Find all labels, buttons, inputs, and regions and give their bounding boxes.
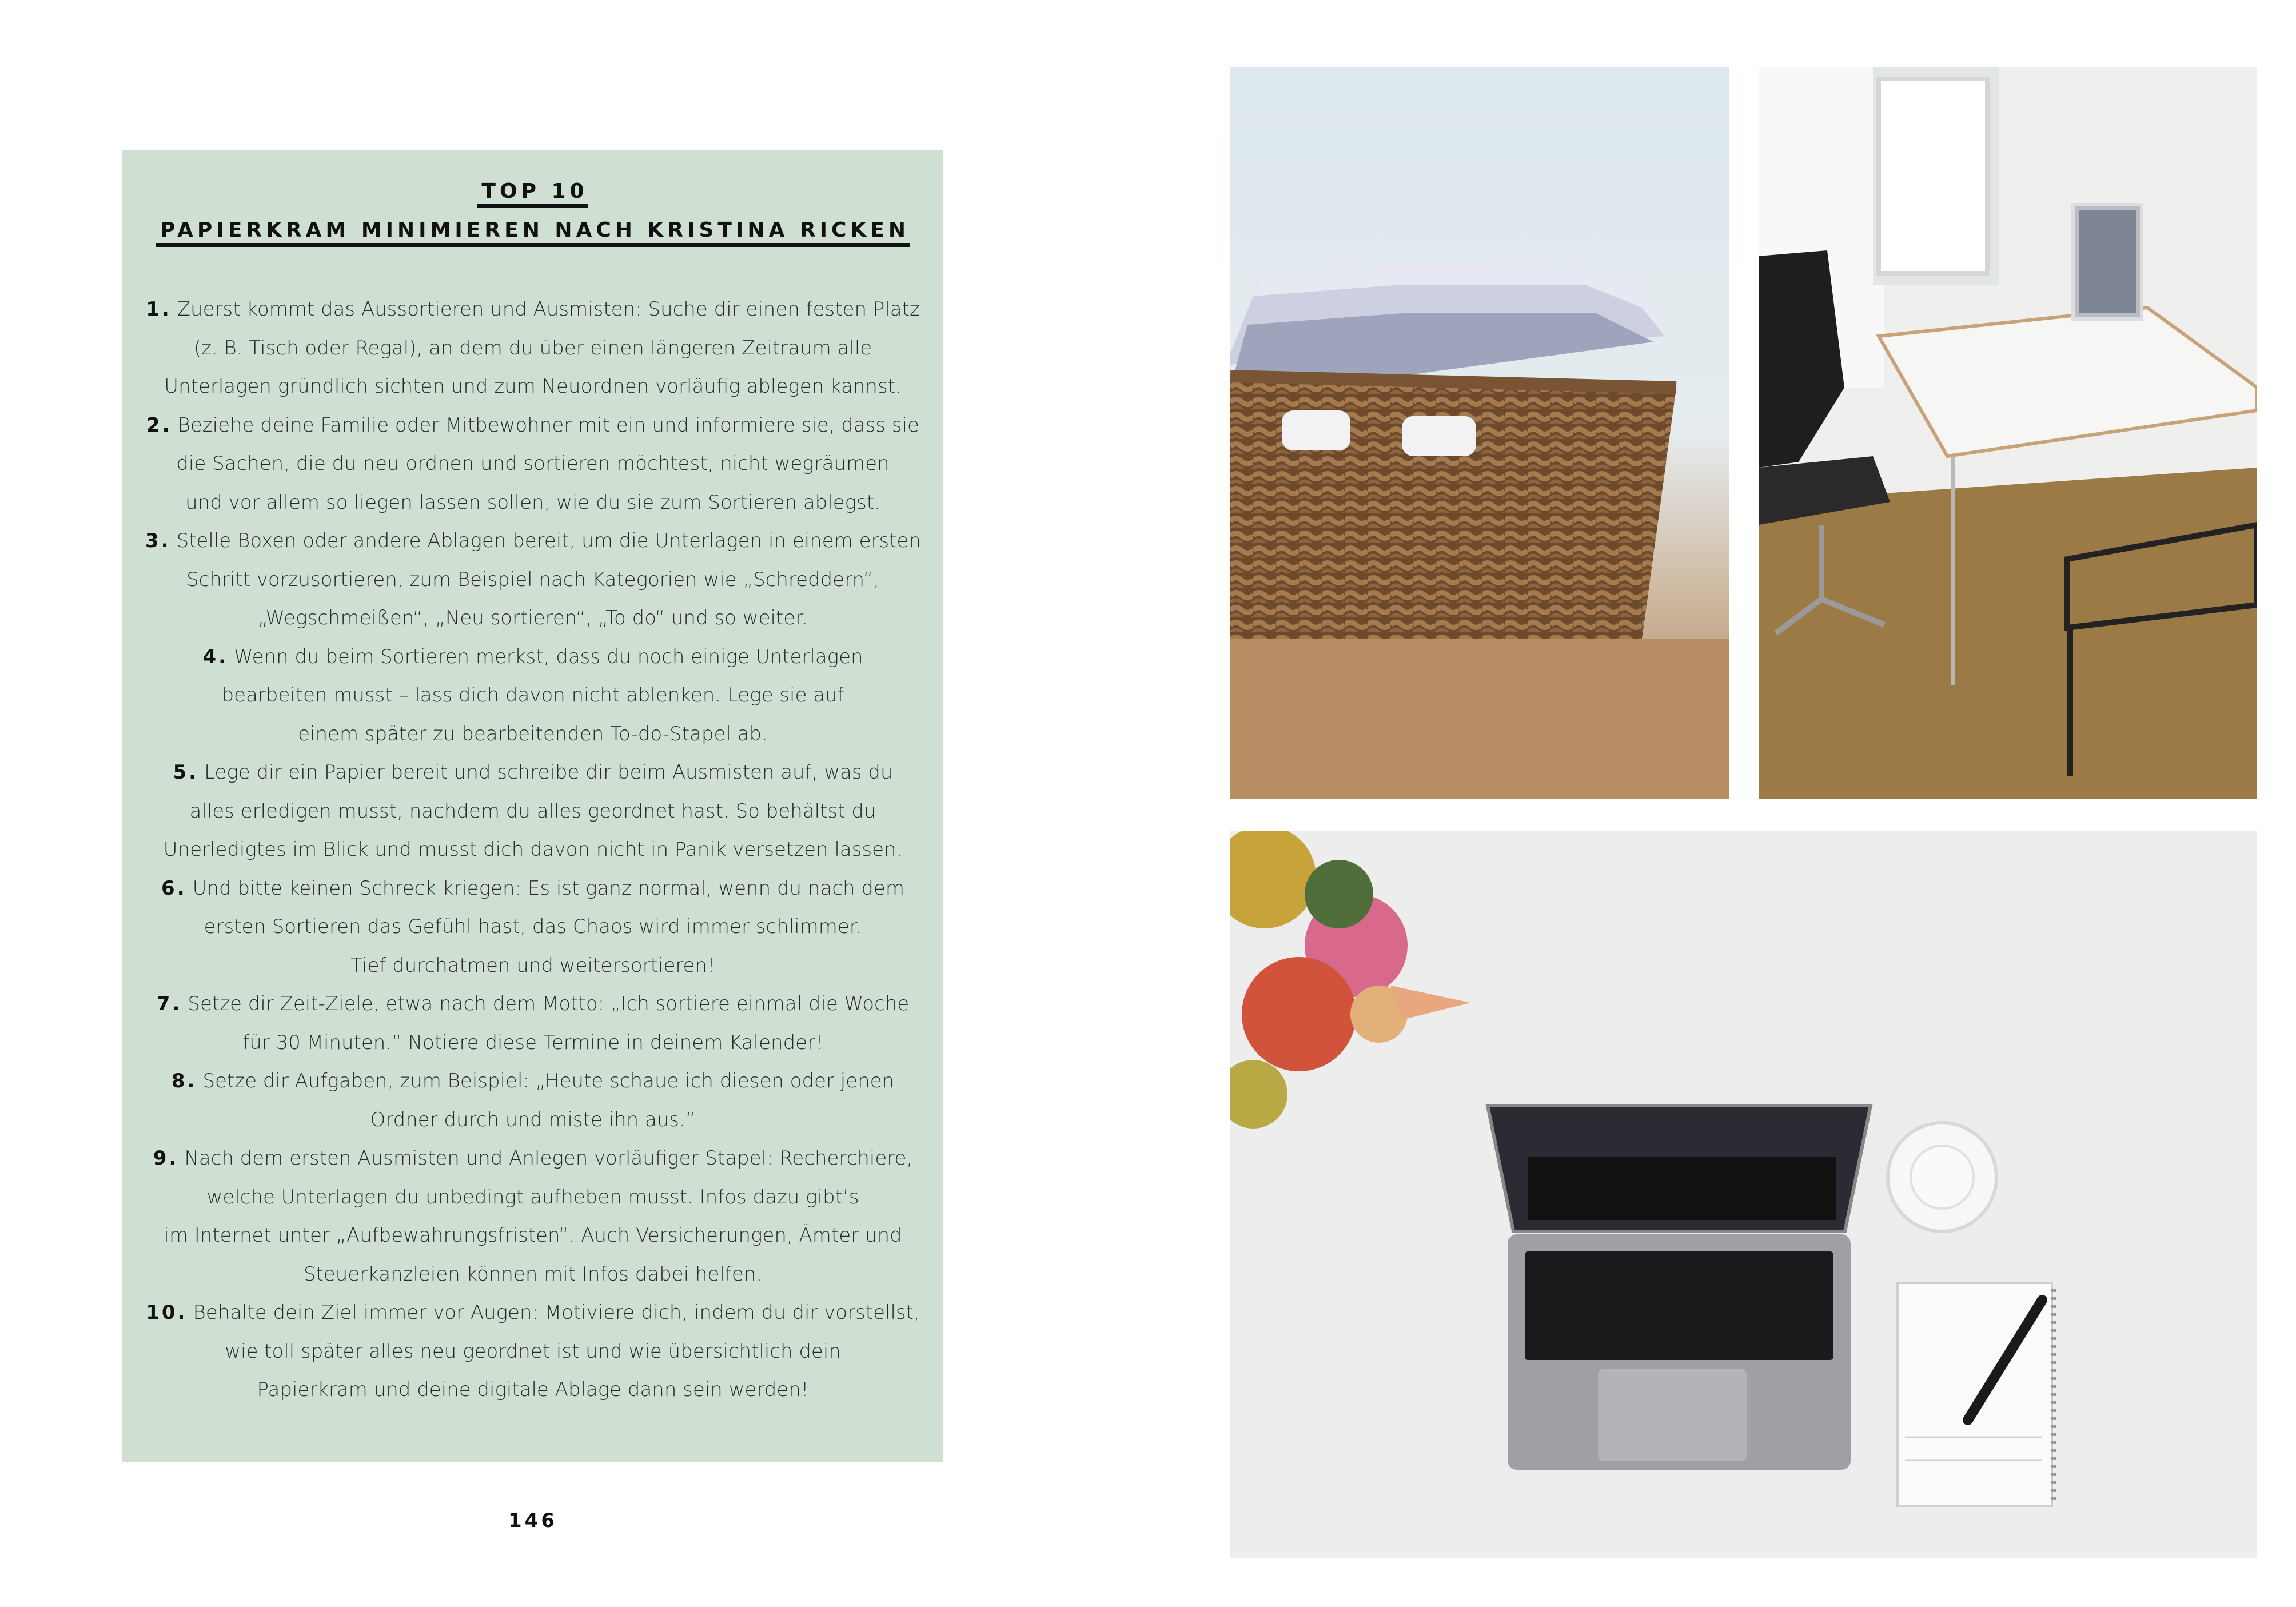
tip-panel xyxy=(122,150,943,1462)
tip-item xyxy=(145,638,920,754)
tip-line xyxy=(145,522,920,561)
tip-line xyxy=(145,792,920,831)
tip-line xyxy=(145,1101,920,1140)
tip-text: für 30 Minuten.“ Notiere diese Termine in deinem Kalender! xyxy=(242,1031,823,1054)
tip-line xyxy=(145,831,920,870)
tip-text: Lege dir ein Papier bereit und schreibe dir beim Ausmisten auf, was du xyxy=(204,761,893,784)
tip-text: Setze dir Aufgaben, zum Beispiel: „Heute schaue ich diesen oder jenen xyxy=(202,1070,895,1092)
tip-number: 7. xyxy=(156,992,182,1015)
tip-item xyxy=(145,985,920,1062)
heading-title: PAPIERKRAM MINIMIEREN NACH KRISTINA RICKEN xyxy=(122,218,943,247)
tip-line xyxy=(145,985,920,1024)
tip-number: 5. xyxy=(173,761,199,784)
tip-line xyxy=(145,445,920,484)
tip-text: Papierkram und deine digitale Ablage dann sein werden! xyxy=(257,1378,809,1401)
tip-line xyxy=(145,870,920,908)
tip-line xyxy=(145,599,920,638)
tip-line xyxy=(145,947,920,986)
tip-text: Beziehe deine Familie oder Mitbewohner mit ein und informiere sie, dass sie xyxy=(177,413,919,437)
tip-line xyxy=(145,329,920,368)
tip-text: im Internet unter „Aufbewahrungsfristen“. Auch Versicherungen, Ämter und xyxy=(164,1224,902,1247)
tip-text: Behalte dein Ziel immer vor Augen: Motiviere dich, indem du dir vorstellst, xyxy=(193,1301,920,1324)
tip-line xyxy=(145,715,920,754)
tip-text: alles erledigen musst, nachdem du alles geordnet hast. So behältst du xyxy=(189,799,876,823)
tip-line xyxy=(145,638,920,677)
tip-text: bearbeiten musst – lass dich davon nicht ablenken. Lege sie auf xyxy=(221,684,844,707)
tip-number: 1. xyxy=(146,298,172,321)
office-photo xyxy=(1759,67,2257,799)
heading-top10: TOP 10 xyxy=(122,180,943,208)
tip-item xyxy=(145,753,920,870)
tip-number: 10. xyxy=(146,1301,188,1324)
tip-line xyxy=(145,1255,920,1294)
tip-item xyxy=(145,1294,920,1410)
tip-line xyxy=(145,1333,920,1371)
tip-number: 9. xyxy=(153,1147,179,1170)
tip-line xyxy=(145,1294,920,1333)
tip-line xyxy=(145,1062,920,1101)
laptop-desk-photo xyxy=(1230,831,2257,1558)
tip-item xyxy=(145,290,920,406)
tip-text: Steuerkanzleien können mit Infos dabei helfen. xyxy=(303,1262,763,1286)
tip-text: Setze dir Zeit-Ziele, etwa nach dem Motto: „Ich sortiere einmal die Woche xyxy=(188,992,910,1015)
tip-line xyxy=(145,1178,920,1217)
tip-number: 8. xyxy=(171,1070,197,1092)
tip-text: Nach dem ersten Ausmisten und Anlegen vorläufiger Stapel: Recherchiere, xyxy=(184,1147,913,1170)
tip-item xyxy=(145,522,920,638)
tip-item xyxy=(145,1062,920,1139)
tip-line xyxy=(145,484,920,523)
tip-line xyxy=(145,908,920,947)
tip-line xyxy=(145,1371,920,1410)
tip-line xyxy=(145,1217,920,1255)
tip-text: und vor allem so liegen lassen sollen, wie du sie zum Sortieren ablegst. xyxy=(185,491,880,514)
tip-line xyxy=(145,753,920,792)
tip-line xyxy=(145,561,920,600)
tip-text: (z. B. Tisch oder Regal), an dem du über einen längeren Zeitraum alle xyxy=(193,336,872,360)
tip-line xyxy=(145,368,920,406)
tip-text: Und bitte keinen Schreck kriegen: Es ist ganz normal, wenn du nach dem xyxy=(192,876,904,900)
tip-number: 4. xyxy=(202,645,229,668)
tip-text: die Sachen, die du neu ordnen und sortieren möchtest, nicht wegräumen xyxy=(176,452,890,475)
tip-text: einem später zu bearbeitenden To-do-Stapel ab. xyxy=(298,722,768,745)
tip-text: „Wegschmeißen“, „Neu sortieren“, „To do“ und so weiter. xyxy=(258,607,808,629)
tip-list xyxy=(145,290,920,1410)
tip-text: Unterlagen gründlich sichten und zum Neuordnen vorläufig ablegen kannst. xyxy=(164,375,902,398)
tip-text: Stelle Boxen oder andere Ablagen bereit, um die Unterlagen in einem ersten xyxy=(176,529,921,552)
tip-text: welche Unterlagen du unbedingt aufheben musst. Infos dazu gibt’s xyxy=(206,1185,859,1209)
tip-line xyxy=(145,290,920,329)
tip-text: wie toll später alles neu geordnet ist und wie übersichtlich dein xyxy=(225,1339,841,1363)
tip-item xyxy=(145,870,920,986)
basket-photo xyxy=(1230,67,1729,799)
tip-line xyxy=(145,1024,920,1063)
tip-text: Ordner durch und miste ihn aus.“ xyxy=(370,1108,696,1131)
tip-text: Tief durchatmen und weitersortieren! xyxy=(350,954,715,977)
tip-line xyxy=(145,1139,920,1178)
tip-item xyxy=(145,406,920,523)
tip-number: 3. xyxy=(145,529,171,552)
tip-number: 6. xyxy=(161,876,187,900)
tip-text: Schritt vorzusortieren, zum Beispiel nach Kategorien wie „Schreddern“, xyxy=(186,568,880,591)
tip-text: Zuerst kommt das Aussortieren und Ausmisten: Suche dir einen festen Platz xyxy=(177,298,920,321)
tip-text: ersten Sortieren das Gefühl hast, das Chaos wird immer schlimmer. xyxy=(204,915,862,938)
tip-number: 2. xyxy=(146,413,172,437)
tip-item xyxy=(145,1139,920,1294)
page-number: 146 xyxy=(508,1509,557,1532)
tip-text: Wenn du beim Sortieren merkst, dass du noch einige Unterlagen xyxy=(234,645,863,668)
tip-text: Unerledigtes im Blick und musst dich davon nicht in Panik versetzen lassen. xyxy=(163,838,903,861)
tip-line xyxy=(145,676,920,715)
tip-line xyxy=(145,406,920,445)
